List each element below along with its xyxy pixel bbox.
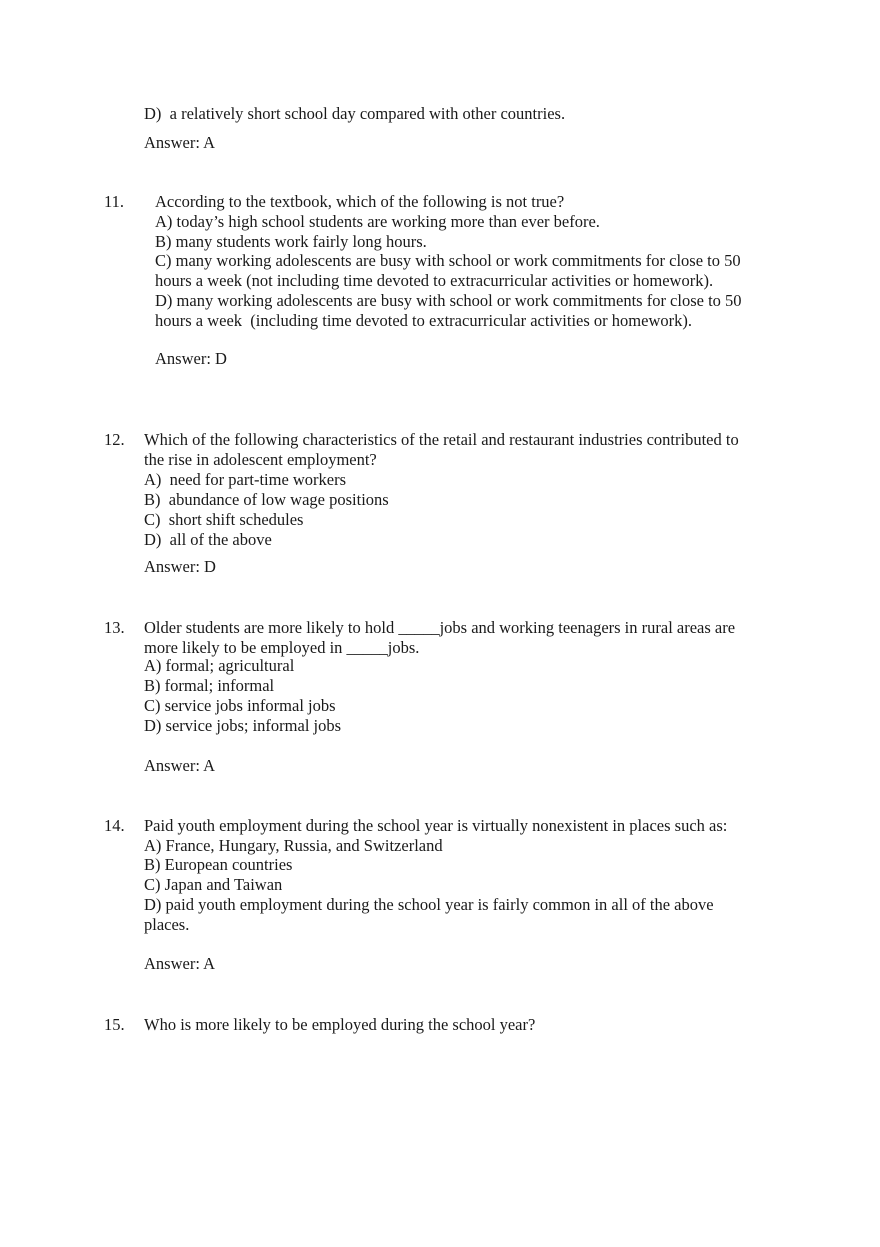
option-a: A) formal; agricultural: [144, 656, 295, 675]
question-number: 12.: [104, 430, 125, 449]
answer: Answer: A: [144, 954, 216, 973]
option-b: B) abundance of low wage positions: [144, 490, 389, 509]
question-stem-cont: more likely to be employed in _____jobs.: [144, 638, 420, 657]
option-d: D) paid youth employment during the school year is fairly common in all of the above: [144, 895, 714, 914]
option-c: C) many working adolescents are busy with school or work commitments for close to 50: [155, 251, 741, 270]
option-a: A) France, Hungary, Russia, and Switzerland: [144, 836, 443, 855]
question-number: 14.: [104, 816, 125, 835]
option-c: C) Japan and Taiwan: [144, 875, 283, 894]
option-a: A) today’s high school students are working more than ever before.: [155, 212, 600, 231]
question-number: 13.: [104, 618, 125, 637]
option-d: D) service jobs; informal jobs: [144, 716, 342, 735]
question-stem: Older students are more likely to hold _____jobs and working teenagers in rural areas are: [144, 618, 736, 637]
question-number: 11.: [104, 192, 125, 211]
option-d: D) all of the above: [144, 530, 272, 549]
option-d-cont: hours a week (including time devoted to extracurricular activities or homework).: [155, 311, 692, 330]
question-stem: Which of the following characteristics of the retail and restaurant industries contributed to: [144, 430, 739, 449]
answer: Answer: A: [144, 756, 216, 775]
option-c: C) short shift schedules: [144, 510, 304, 529]
option-a: A) need for part-time workers: [144, 470, 347, 489]
question-number: 15.: [104, 1015, 125, 1034]
prev-option-d: D) a relatively short school day compared with other countries.: [144, 104, 566, 123]
question-stem: According to the textbook, which of the following is not true?: [155, 192, 565, 211]
question-stem: Paid youth employment during the school year is virtually nonexistent in places such as:: [144, 816, 728, 835]
option-c: C) service jobs informal jobs: [144, 696, 336, 715]
prev-answer: Answer: A: [144, 133, 216, 152]
question-stem-cont: the rise in adolescent employment?: [144, 450, 377, 469]
answer: Answer: D: [144, 557, 216, 576]
answer: Answer: D: [155, 349, 227, 368]
question-stem: Who is more likely to be employed during the school year?: [144, 1015, 536, 1034]
option-c-cont: hours a week (not including time devoted to extracurricular activities or homework).: [155, 271, 714, 290]
option-d-cont: places.: [144, 915, 190, 934]
option-d: D) many working adolescents are busy with school or work commitments for close to 50: [155, 291, 742, 310]
option-b: B) many students work fairly long hours.: [155, 232, 427, 251]
option-b: B) European countries: [144, 855, 293, 874]
option-b: B) formal; informal: [144, 676, 275, 695]
